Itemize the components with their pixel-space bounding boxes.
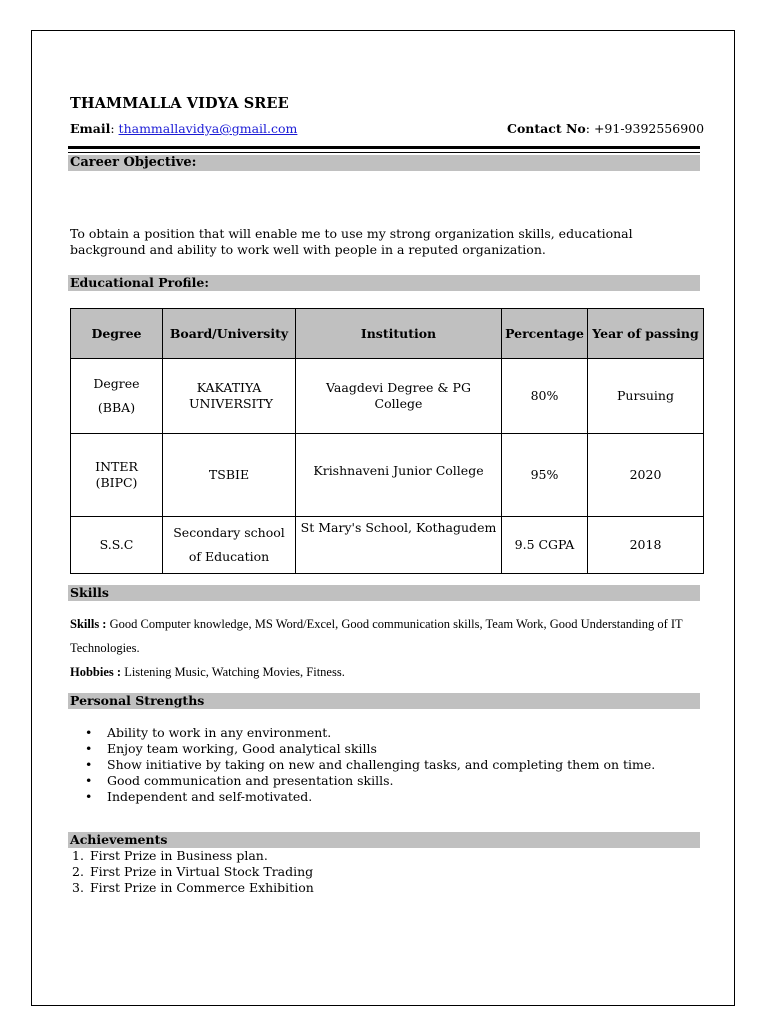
list-item: 1. First Prize in Business plan.: [72, 848, 268, 863]
career-objective-heading: Career Objective:: [68, 155, 700, 171]
header-divider-thick: [68, 146, 700, 149]
bullet-icon: •: [85, 741, 93, 756]
column-header: Percentage: [502, 309, 588, 359]
hobbies-text: Listening Music, Watching Movies, Fitness.: [124, 665, 345, 679]
contact-number: +91-9392556900: [593, 121, 705, 136]
list-item: • Enjoy team working, Good analytical skills: [85, 741, 377, 756]
board-cell: TSBIE: [163, 434, 296, 517]
table-row: [71, 517, 704, 574]
year-cell: 2018: [588, 517, 704, 574]
bullet-icon: •: [85, 725, 93, 740]
table-row: [71, 359, 704, 434]
skills-line: [70, 612, 710, 660]
contact-line: Contact No: +91-9392556900: [507, 121, 705, 136]
personal-strengths-heading: Personal Strengths: [68, 693, 700, 709]
institution-name: Vaagdevi Degree & PG College: [326, 380, 471, 411]
header-divider-thin: [68, 152, 700, 153]
career-objective-text: To obtain a position that will enable me to use my strong organization skills, educational background and ability to work well with people in a reputed organization.: [70, 226, 633, 257]
degree-cell: [71, 517, 163, 574]
candidate-name: THAMMALLA VIDYA SREE: [70, 95, 289, 112]
degree-cell: [71, 359, 163, 434]
email-link[interactable]: thammallavidya@gmail.com: [118, 121, 298, 136]
strengths-list: [70, 725, 655, 805]
email-line: Email: thammallavidya@gmail.com: [70, 121, 298, 136]
hobbies-line: [70, 660, 710, 684]
degree-name: Degree: [93, 376, 140, 391]
educational-profile-heading: Educational Profile:: [68, 275, 700, 291]
contact-label: Contact No: [507, 121, 586, 136]
list-item: • Independent and self-motivated.: [85, 789, 313, 804]
degree-name: INTER: [95, 459, 138, 474]
hobbies-label: Hobbies :: [70, 665, 122, 679]
percentage-cell: 9.5 CGPA: [502, 517, 588, 574]
degree-type: (BBA): [97, 400, 136, 415]
list-item: • Ability to work in any environment.: [85, 725, 332, 740]
year-cell: Pursuing: [588, 359, 704, 434]
list-item: 3. First Prize in Commerce Exhibition: [72, 880, 314, 895]
board-name: KAKATIYA UNIVERSITY: [189, 380, 274, 411]
column-header: Degree: [71, 309, 163, 359]
achievements-list: [70, 848, 314, 896]
bullet-icon: •: [85, 757, 93, 772]
column-header: Institution: [296, 309, 502, 359]
board-cell: [163, 359, 296, 434]
skills-text: Good Computer knowledge, MS Word/Excel, Good communication skills, Team Work, Good Understanding of IT Technologies.: [70, 617, 683, 655]
year-cell: 2020: [588, 434, 704, 517]
education-table: [70, 308, 704, 574]
list-item: • Good communication and presentation skills.: [85, 773, 394, 788]
email-label: Email: [70, 121, 111, 136]
skills-label: Skills :: [70, 617, 107, 631]
institution-cell: St Mary's School, Kothagudem: [296, 517, 502, 574]
bullet-icon: •: [85, 789, 93, 804]
degree-type: (BIPC): [95, 475, 138, 490]
board-name: Secondary school of Education: [173, 525, 285, 564]
degree-cell: [71, 434, 163, 517]
percentage-cell: 95%: [502, 434, 588, 517]
list-item: 2. First Prize in Virtual Stock Trading: [72, 864, 314, 879]
table-row: [71, 434, 704, 517]
institution-cell: [296, 359, 502, 434]
degree-name: S.S.C: [99, 537, 134, 552]
skills-heading: Skills: [68, 585, 700, 601]
table-header-row: [71, 309, 704, 359]
institution-cell: Krishnaveni Junior College: [296, 434, 502, 517]
list-item: • Show initiative by taking on new and challenging tasks, and completing them on time.: [85, 757, 656, 772]
bullet-icon: •: [85, 773, 93, 788]
achievements-heading: Achievements: [68, 832, 700, 848]
column-header: Board/University: [163, 309, 296, 359]
column-header: Year of passing: [588, 309, 704, 359]
percentage-cell: 80%: [502, 359, 588, 434]
board-cell: [163, 517, 296, 574]
